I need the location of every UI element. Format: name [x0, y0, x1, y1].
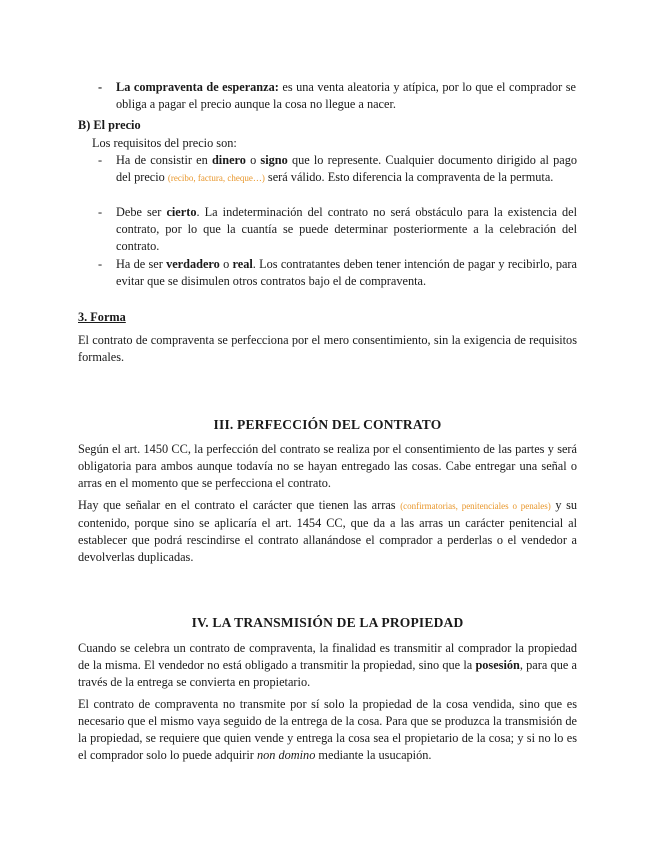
- orange-note: (recibo, factura, cheque…): [167, 173, 265, 183]
- list-dash: -: [98, 153, 103, 167]
- list-text: Debe ser: [116, 205, 167, 219]
- list-term: verdadero: [166, 257, 220, 271]
- section-heading-forma: 3. Forma: [78, 310, 126, 324]
- chapter-heading-transmision: IV. LA TRANSMISIÓN DE LA PROPIEDAD: [191, 615, 464, 630]
- orange-note: (confirmatorias, penitenciales o penales): [400, 501, 551, 511]
- list-text: . La indeterminación del contrato no será obstáculo para la existencia del contrato, por lo que la cuantía se puede determinar posteriormente a la celebración del contrato.: [116, 205, 577, 253]
- paragraph-text: y su contenido, porque sino se aplicaría el art. 1454 CC, que da a las arras un carácter penitencial al establecer que podrá rescindirse el contrato allanándose el comprador a perderlas o el vendedor a devolverlas duplicadas.: [78, 498, 578, 564]
- list-text: Ha de ser: [116, 257, 167, 271]
- perfeccion-paragraph-2: [78, 497, 577, 566]
- list-text: o: [219, 257, 233, 271]
- section-heading-precio: B) El precio: [78, 118, 141, 132]
- paragraph-text: mediante la usucapión.: [315, 748, 432, 762]
- paragraph-text: El contrato de compraventa no transmite por sí solo la propiedad de la cosa vendida, sino que es necesario que el mismo vaya seguido de la entrega de la cosa. Para que se produzca la transmisión de la propiedad, se requiere que quien vende y entrega la cosa sea el propietario de la cosa; y si no lo es el comprador solo lo puede adquirir: [78, 697, 577, 762]
- forma-paragraph: El contrato de compraventa se perfecciona por el mero consentimiento, sin la exigencia de requisitos formales.: [78, 333, 577, 364]
- list-term: dinero: [211, 153, 246, 167]
- list-item-precio-verdadero: [116, 256, 577, 290]
- paragraph-text: Cuando se celebra un contrato de compraventa, la finalidad es transmitir al comprador la propiedad de la misma. El vendedor no está obligado a transmitir la propiedad, sino que la: [78, 641, 577, 672]
- transmision-paragraph-2: [78, 696, 577, 764]
- chapter-heading-perfeccion: III. PERFECCIÓN DEL CONTRATO: [213, 417, 442, 432]
- list-text: . Los contratantes deben tener intención de pagar y recibirlo, para evitar que se disimulen otros contratos bajo el de compraventa.: [116, 257, 577, 288]
- list-dash: -: [98, 257, 103, 271]
- list-text: Ha de consistir en: [116, 153, 212, 167]
- paragraph-italic: non domino: [256, 748, 316, 762]
- list-text: será válido. Esto diferencia la compraventa de la permuta.: [264, 170, 554, 184]
- bullet-esperanza-term: La compraventa de esperanza:: [116, 80, 279, 94]
- paragraph-text: Hay que señalar en el contrato el carácter que tienen las arras: [78, 498, 401, 512]
- bullet-esperanza: [116, 79, 576, 113]
- list-dash: -: [98, 205, 103, 219]
- list-text: que lo represente. Cualquier documento dirigido al pago del precio: [116, 153, 577, 184]
- bullet-esperanza-text: es una venta aleatoria y atípica, por lo que el comprador se obliga a pagar el precio aunque la cosa no llegue a nacer.: [116, 80, 577, 111]
- list-term: cierto: [166, 205, 197, 219]
- paragraph-term: posesión: [475, 658, 520, 672]
- list-term: real: [232, 257, 253, 271]
- list-item-precio-dinero: [116, 152, 577, 187]
- transmision-paragraph-1: [78, 640, 577, 691]
- precio-intro: Los requisitos del precio son:: [92, 136, 237, 150]
- perfeccion-paragraph-1: Según el art. 1450 CC, la perfección del contrato se realiza por el consentimiento de las partes y será obligatoria para ambos aunque todavía no se hayan entregado las cosas. Cabe entregar una señal o arras en el momento que se perfecciona el contrato.: [78, 442, 577, 490]
- list-term: signo: [260, 153, 288, 167]
- list-text: o: [245, 153, 261, 167]
- paragraph-text: , para que a través de la entrega se convierta en propietario.: [78, 658, 577, 689]
- bullet-dash: -: [98, 80, 103, 94]
- list-item-precio-cierto: [116, 204, 577, 255]
